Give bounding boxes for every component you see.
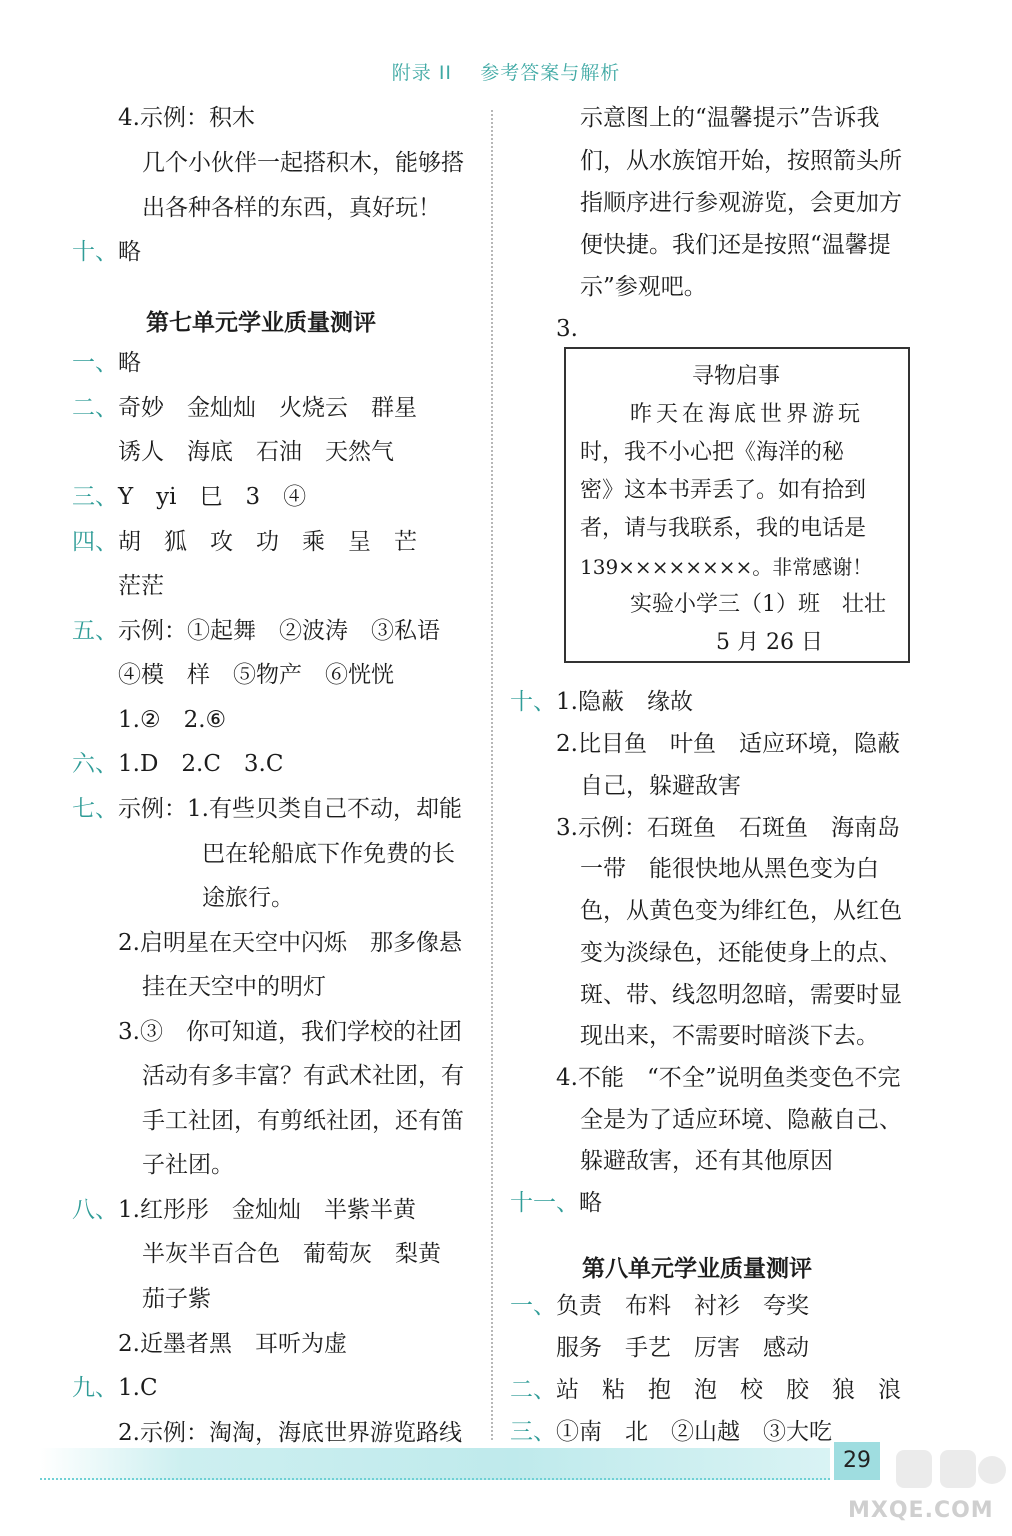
section-number: 一、 — [510, 1293, 556, 1319]
answer-line: 便快捷。我们还是按照“温馨提 — [580, 232, 891, 258]
notice-date: 5 月 26 日 — [716, 630, 823, 655]
answer-line: 1.② 2.⑥ — [118, 707, 227, 733]
answer-text: 1.C — [118, 1375, 158, 1401]
answer-line: 3. — [556, 316, 578, 342]
answer-text: 略 — [118, 239, 141, 265]
answer-text: 胡 狐 攻 功 乘 呈 芒 — [118, 529, 417, 555]
answer-line — [72, 1372, 158, 1404]
answer-text: 负责 布料 衬衫 夸奖 — [556, 1293, 809, 1319]
answer-line: 挂在天空中的明灯 — [142, 974, 326, 1000]
answer-line: 半灰半百合色 葡萄灰 梨黄 — [142, 1241, 441, 1267]
answer-line: 诱人 海底 石油 天然气 — [118, 439, 394, 465]
answer-line: 2.比目鱼 叶鱼 适应环境，隐蔽 — [556, 731, 900, 757]
answer-text: 略 — [118, 350, 141, 376]
answer-line — [72, 392, 417, 424]
answer-line: 子社团。 — [142, 1152, 234, 1178]
answer-text: 示例：1.有些贝类自己不动，却能 — [118, 796, 462, 822]
answer-line: 现出来，不需要时暗淡下去。 — [580, 1023, 879, 1049]
answer-line — [72, 481, 306, 513]
answer-line — [72, 615, 440, 647]
answer-line: 巴在轮船底下作免费的长 — [202, 841, 455, 867]
answer-line: 服务 手艺 厉害 感动 — [556, 1335, 809, 1361]
notice-line: 密》这本书弄丢了。如有拾到 — [580, 478, 867, 503]
answer-line: 手工社团，有剪纸社团，还有笛 — [142, 1108, 464, 1134]
answer-line: 2.启明星在天空中闪烁 那多像悬 — [118, 930, 462, 956]
answer-line: 2.示例：淘淘，海底世界游览路线 — [118, 1420, 462, 1446]
answer-line: 躲避敌害，还有其他原因 — [580, 1148, 833, 1174]
notice-title: 寻物启事 — [692, 364, 781, 389]
section-number: 二、 — [72, 395, 118, 421]
answer-text: ①南 北 ②山越 ③大吃 — [556, 1419, 832, 1445]
answer-line: 3.③ 你可知道，我们学校的社团 — [118, 1019, 462, 1045]
answer-line: ④模 样 ⑤物产 ⑥恍恍 — [118, 662, 394, 688]
answer-line: 几个小伙伴一起搭积木，能够搭 — [142, 150, 464, 176]
watermark-text: MXQE.COM — [848, 1498, 994, 1523]
answer-line — [72, 526, 417, 558]
answer-text: Y yi 巳 3 ④ — [118, 484, 307, 510]
section-number: 十一、 — [510, 1190, 579, 1216]
answer-line — [510, 1187, 602, 1219]
answer-line — [510, 1374, 901, 1406]
answer-line — [510, 1290, 809, 1322]
answer-line: 变为淡绿色，还能使身上的点、 — [580, 940, 902, 966]
answer-line: 色，从黄色变为绯红色，从红色 — [580, 898, 902, 924]
answer-line — [72, 1194, 416, 1226]
section-number: 九、 — [72, 1375, 118, 1401]
answer-line: 一带 能很快地从黑色变为白 — [580, 856, 879, 882]
answer-line: 自己，躲避敌害 — [580, 773, 741, 799]
notice-line: 时，我不小心把《海洋的秘 — [580, 440, 845, 465]
footer-band — [40, 1448, 830, 1480]
answer-text: 1.D 2.C 3.C — [118, 751, 284, 777]
answer-line — [72, 236, 141, 268]
answer-line — [72, 748, 283, 780]
unit7-title: 第七单元学业质量测评 — [146, 310, 376, 336]
answer-text: 站 粘 抱 泡 校 胶 狼 浪 — [556, 1377, 901, 1403]
answer-text: 略 — [579, 1190, 602, 1216]
answer-line: 茄子紫 — [142, 1286, 211, 1312]
section-number: 一、 — [72, 350, 118, 376]
answer-line: 途旅行。 — [202, 885, 294, 911]
unit8-title: 第八单元学业质量测评 — [582, 1256, 812, 1282]
answer-line: 示意图上的“温馨提示”告诉我 — [580, 105, 880, 131]
header-appendix: 附录 II — [391, 62, 453, 84]
answer-line: 4.示例：积木 — [118, 105, 255, 131]
answer-text: 1.隐蔽 缘故 — [556, 689, 693, 715]
answer-line: 活动有多丰富？有武术社团，有 — [142, 1063, 464, 1089]
column-divider — [491, 110, 493, 1440]
page-number: 29 — [834, 1442, 880, 1480]
answer-line: 示”参观吧。 — [580, 274, 707, 300]
answer-line: 斑、带、线忽明忽暗，需要时显 — [580, 982, 902, 1008]
notice-line: 者，请与我联系，我的电话是 — [580, 516, 867, 541]
notice-line: 139××××××××。非常感谢！ — [580, 555, 873, 579]
section-number: 六、 — [72, 751, 118, 777]
answer-line: 茫茫 — [118, 573, 164, 599]
answer-line — [72, 347, 141, 379]
answer-line: 3.示例：石斑鱼 石斑鱼 海南岛 — [556, 815, 900, 841]
answer-line — [510, 686, 693, 718]
answer-line: 出各种各样的东西，真好玩！ — [142, 195, 441, 221]
answer-line: 2.近墨者黑 耳听为虚 — [118, 1331, 347, 1357]
answer-text: 奇妙 金灿灿 火烧云 群星 — [118, 395, 417, 421]
header-title: 参考答案与解析 — [480, 62, 621, 84]
answer-line: 指顺序进行参观游览，会更加方 — [580, 190, 902, 216]
section-number: 七、 — [72, 796, 118, 822]
answer-line — [72, 793, 462, 825]
section-number: 四、 — [72, 529, 118, 555]
footer-dotted-line — [40, 1478, 830, 1482]
section-number: 十、 — [72, 239, 118, 265]
page-header — [0, 58, 1012, 85]
notice-signature: 实验小学三（1）班 壮壮 — [630, 592, 886, 617]
section-number: 五、 — [72, 618, 118, 644]
lost-item-notice — [564, 347, 910, 663]
section-number: 十、 — [510, 689, 556, 715]
answer-line: 4.不能 “不全”说明鱼类变色不完 — [556, 1065, 901, 1091]
notice-line: 昨天在海底世界游玩 — [630, 402, 865, 427]
section-number: 三、 — [72, 484, 118, 510]
section-number: 八、 — [72, 1197, 118, 1223]
answer-line — [510, 1416, 832, 1448]
answer-text: 1.红彤彤 金灿灿 半紫半黄 — [118, 1197, 416, 1223]
answer-line: 全是为了适应环境、隐蔽自己、 — [580, 1107, 902, 1133]
answer-line: 们，从水族馆开始，按照箭头所 — [580, 148, 902, 174]
answer-text: 示例：①起舞 ②波涛 ③私语 — [118, 618, 440, 644]
section-number: 二、 — [510, 1377, 556, 1403]
section-number: 三、 — [510, 1419, 556, 1445]
